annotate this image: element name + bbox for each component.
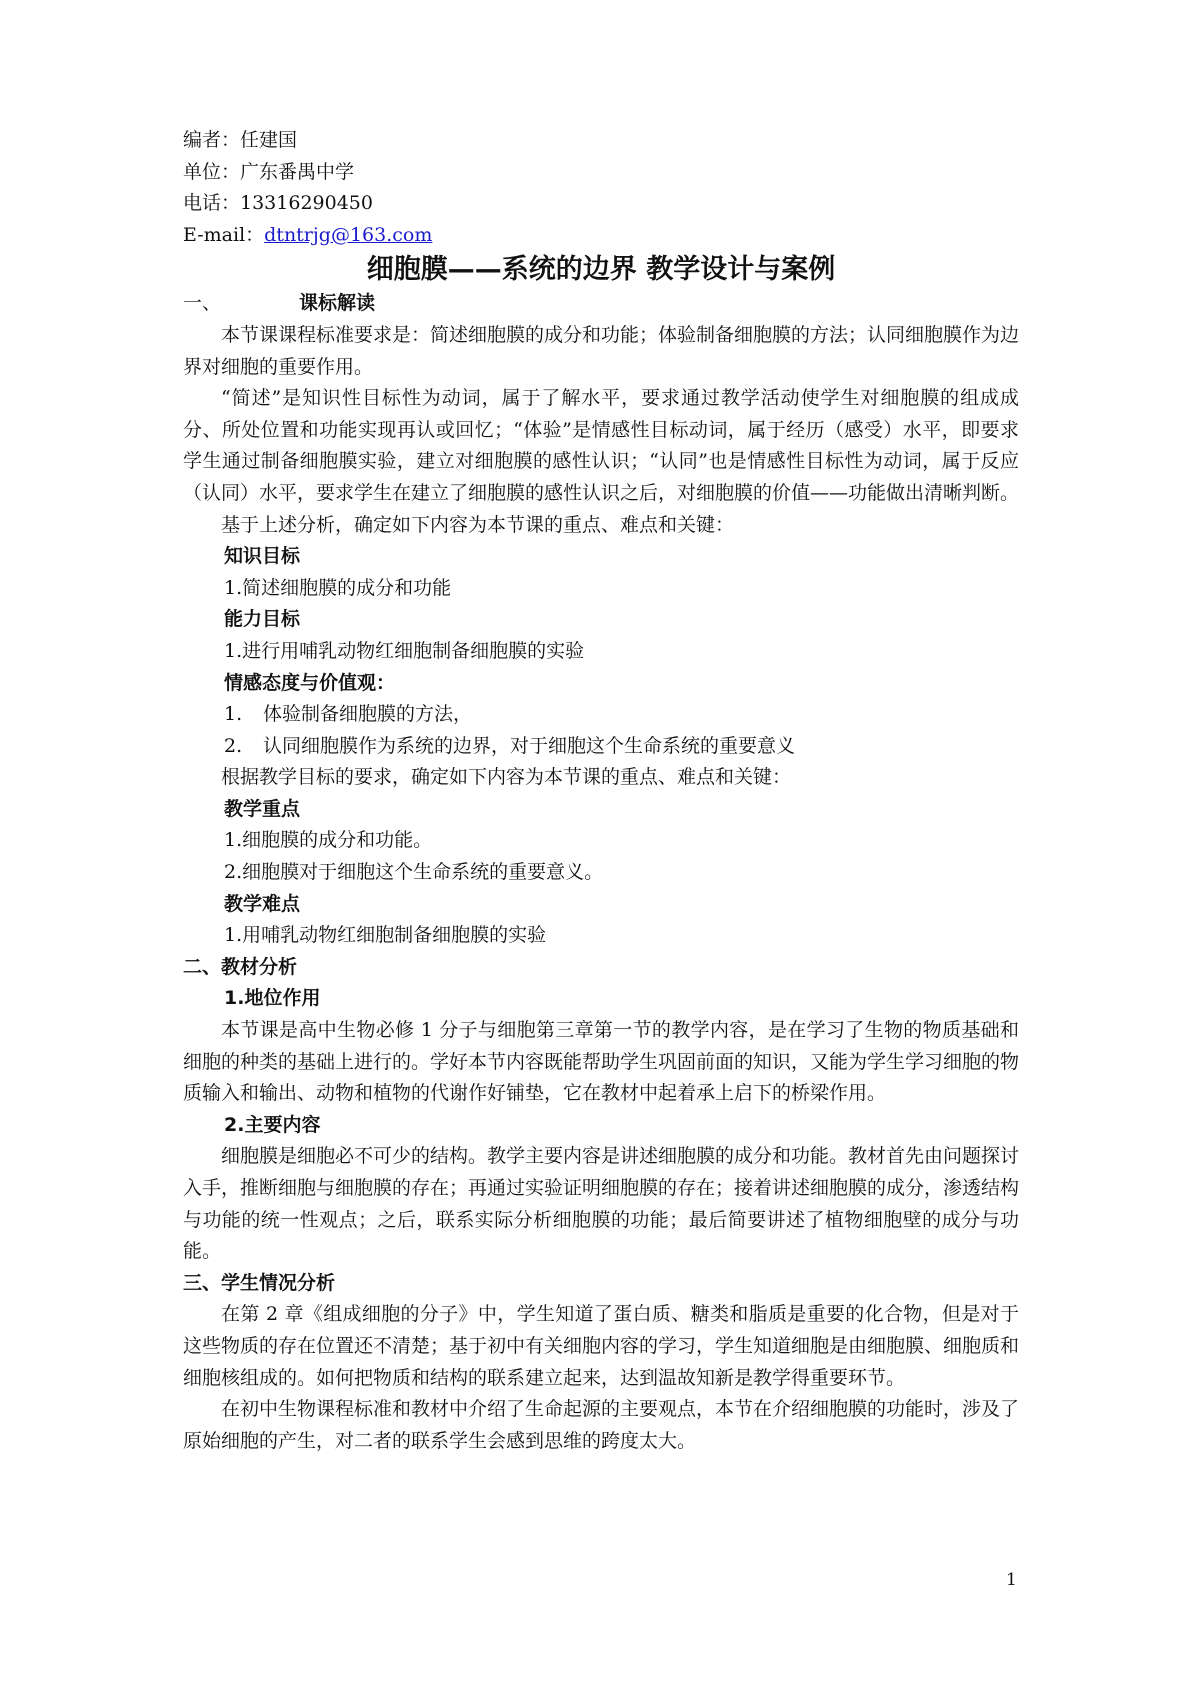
section-1-paragraph-2: “简述”是知识性目标性为动词，属于了解水平，要求通过教学活动使学生对细胞膜的组成成分、所处位置和功能实现再认或回忆；“体验”是情感性目标动词，属于经历（感受）水平，即要求学生通过制备细胞膜实验，建立对细胞膜的感性认识；“认同”也是情感性目标性为动词，属于反应（认同）水平，要求学生在建立了细胞膜的感性认识之后，对细胞膜的价值——功能做出清晰判断。 [183,387,1020,504]
item-number: 2. [224,734,243,757]
difficult-point-item: 1.用哺乳动物红细胞制备细胞膜的实验 [224,924,547,947]
knowledge-goal-heading: 知识目标 [224,545,301,568]
emotion-goal-item [183,699,1019,731]
section-1-title: 课标解读 [299,292,376,315]
key-points-heading: 教学重点 [224,797,301,820]
section-1-paragraph-4: 根据教学目标的要求，确定如下内容为本节课的重点、难点和关键： [221,766,792,789]
emotion-goal-item [183,731,1019,763]
section-1-paragraph-1: 本节课课程标准要求是：简述细胞膜的成分和功能；体验制备细胞膜的方法；认同细胞膜作为边界对细胞的重要作用。 [183,323,1020,378]
emotion-goal-heading: 情感态度与价值观： [224,671,396,694]
email-link[interactable]: dtntrjg@163.com [264,223,433,246]
item-number: 1. [224,703,243,726]
section-1-number: 一、 [183,292,222,315]
section-2-paragraph-2: 细胞膜是细胞必不可少的结构。教学主要内容是讲述细胞膜的成分和功能。教材首先由问题探讨入手，推断细胞与细胞膜的存在；再通过实验证明细胞膜的存在；接着讲述细胞膜的成分，渗透结构与功能的统一性观点；之后，联系实际分析细胞膜的功能；最后简要讲述了植物细胞壁的成分与功能。 [183,1145,1020,1263]
author-line: 编者：任建国 [183,129,298,151]
section-2-heading: 二、教材分析 [183,955,298,978]
section-2-subheading-2: 2.主要内容 [224,1113,321,1136]
email-label: E-mail： [183,223,265,246]
document-title: 细胞膜——系统的边界 教学设计与案例 [366,254,836,286]
knowledge-goal-item: 1.简述细胞膜的成分和功能 [224,576,452,599]
document-body [183,125,1019,1457]
difficult-points-heading: 教学难点 [224,892,301,915]
ability-goal-item: 1.进行用哺乳动物红细胞制备细胞膜的实验 [224,639,585,662]
section-1-paragraph-3: 基于上述分析，确定如下内容为本节课的重点、难点和关键： [221,513,735,536]
ability-goal-heading: 能力目标 [224,608,301,631]
section-3-heading: 三、学生情况分析 [183,1271,336,1294]
item-text: 认同细胞膜作为系统的边界，对于细胞这个生命系统的重要意义 [263,734,796,757]
key-point-item: 2.细胞膜对于细胞这个生命系统的重要意义。 [224,861,604,884]
page-number: 1 [1006,1570,1017,1590]
section-3-paragraph-2: 在初中生物课程标准和教材中介绍了生命起源的主要观点，本节在介绍细胞膜的功能时，涉及了原始细胞的产生，对二者的联系学生会感到思维的跨度太大。 [183,1398,1020,1452]
key-point-item: 1.细胞膜的成分和功能。 [224,829,433,852]
section-2-paragraph-1: 本节课是高中生物必修 1 分子与细胞第三章第一节的教学内容，是在学习了生物的物质基础和细胞的种类的基础上进行的。学好本节内容既能帮助学生巩固前面的知识，又能为学生学习细胞的物质输入和输出、动物和植物的代谢作好铺垫，它在教材中起着承上启下的桥梁作用。 [183,1019,1020,1105]
email-line [183,220,1019,252]
section-2-subheading-1: 1.地位作用 [224,987,321,1010]
section-3-paragraph-1: 在第 2 章《组成细胞的分子》中，学生知道了蛋白质、糖类和脂质是重要的化合物，但是对于这些物质的存在位置还不清楚；基于初中有关细胞内容的学习，学生知道细胞是由细胞膜、细胞质和细胞核组成的。如何把物质和结构的联系建立起来，达到温故知新是教学得重要环节。 [183,1303,1020,1389]
item-text: 体验制备细胞膜的方法， [263,703,473,726]
section-1-heading [183,288,1019,320]
phone-line: 电话：13316290450 [183,192,373,215]
unit-line: 单位：广东番禺中学 [183,160,355,183]
